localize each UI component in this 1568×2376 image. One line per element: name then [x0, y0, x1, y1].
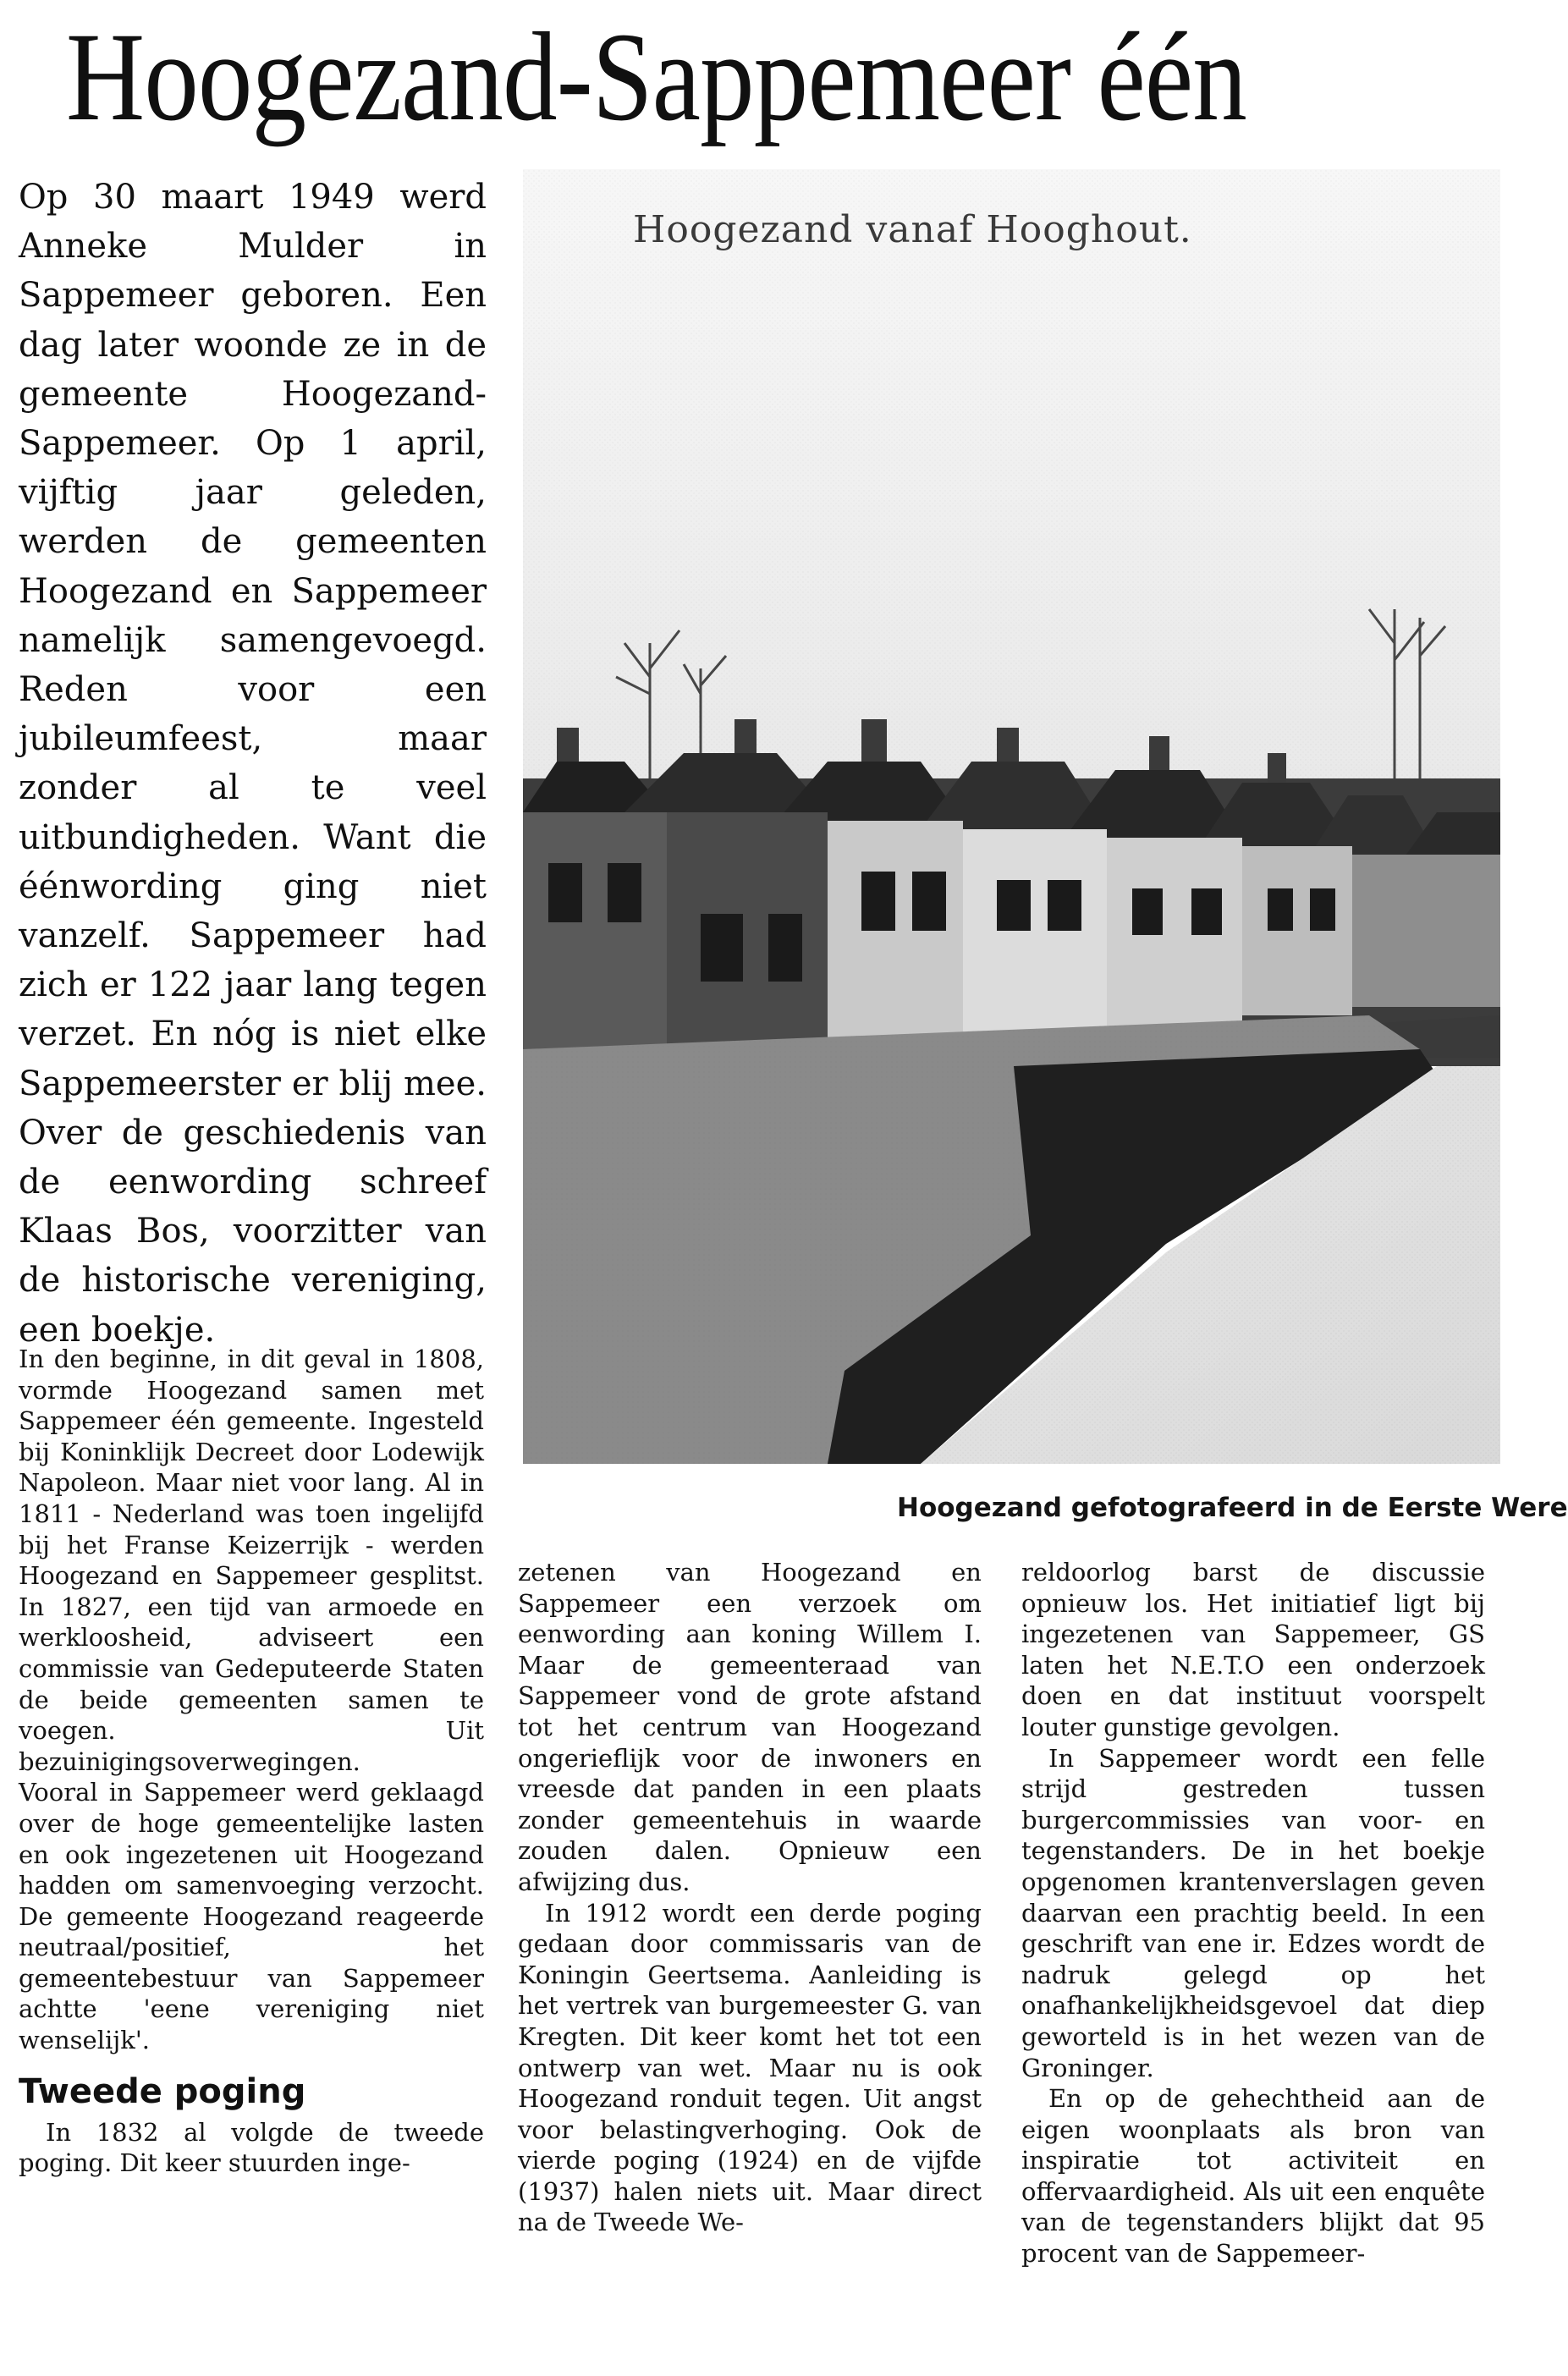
article-column-3: [1021, 1557, 1485, 2269]
column2-paragraph-1: zetenen van Hoogezand en Sappemeer een verzoek om eenwording aan koning Willem I. Maar de gemeenteraad van Sappemeer vond de grote afstand tot het centrum van Hoogezand ongerieflijk voor de inwoners en vreesde dat panden in een plaats zonder gemeentehuis in waarde zouden dalen. Opnieuw een afwijzing dus.: [518, 1558, 982, 1896]
intro-paragraph: Op 30 maart 1949 werd Anneke Mulder in Sappemeer geboren. Een dag later woonde ze in de gemeente Hoogezand-Sappemeer. Op 1 april, vijftig jaar geleden, werden de gemeenten Hoogezand en Sappemeer namelijk samengevoegd. Reden voor een jubileumfeest, maar zonder al te veel uitbundigheden. Want die éénwording ging niet vanzelf. Sappemeer had zich er 122 jaar lang tegen verzet. En nóg is niet elke Sappemeerster er blij mee. Over de geschiedenis van de eenwording schreef Klaas Bos, voorzitter van de historische vereniging, een boekje.: [19, 178, 487, 1350]
column3-paragraph-1: reldoorlog barst de discussie opnieuw los. Het initiatief ligt bij ingezetenen van Sappemeer, GS laten het N.E.T.O een onderzoek doen en dat instituut voorspelt louter gunstige gevolgen.: [1021, 1558, 1485, 1741]
photo-caption: Hoogezand gefotografeerd in de Eerste Were: [897, 1493, 1568, 1523]
article-column-1: [19, 1344, 484, 2179]
headline: Hoogezand-Sappemeer één: [66, 7, 1246, 147]
column3-paragraph-3: En op de gehechtheid aan de eigen woonplaats als bron van inspiratie tot activiteit en offervaardigheid. Als uit een enquête van de tegenstanders blijkt dat 95 procent van de Sappemeer-: [1021, 2084, 1485, 2269]
column1-paragraph-2: Vooral in Sappemeer werd geklaagd over de hoge gemeentelijke lasten en ook ingezetenen uit Hoogezand hadden om samenvoeging verzocht. De gemeente Hoogezand reageerde neutraal/positief, het gemeentebestuur van Sappemeer achtte 'eene vereniging niet wenselijk'.: [19, 1778, 484, 2055]
column3-paragraph-2: In Sappemeer wordt een felle strijd gestreden tussen burgercommissies van voor- en tegenstanders. De in het boekje opgenomen krantenverslagen geven daarvan een prachtig beeld. In een geschrift van ene ir. Edzes wordt de nadruk gelegd op het onafhankelijkheidsgevoel dat diep geworteld is in het wezen van de Groninger.: [1021, 1743, 1485, 2082]
column1-paragraph-1: In den beginne, in dit geval in 1808, vormde Hoogezand samen met Sappemeer één gemeente. Ingesteld bij Koninklijk Decreet door Lodewijk Napoleon. Maar niet voor lang. Al in 1811 - Nederland was toen ingelijfd bij het Franse Keizerrijk - werden Hoogezand en Sappemeer gesplitst. In 1827, een tijd van armoede en werkloosheid, adviseert een commissie van Gedeputeerde Staten de beide gemeenten samen te voegen. Uit bezuinigingsoverwegingen.: [19, 1345, 484, 1776]
subheading-tweede-poging: Tweede poging: [19, 2071, 306, 2111]
article-column-2: [518, 1557, 982, 2238]
column2-paragraph-2: In 1912 wordt een derde poging gedaan door commissaris van de Koningin Geertsema. Aanleiding is het vertrek van burgemeester G. van Kregten. Dit keer komt het tot een ontwerp van wet. Maar nu is ook Hoogezand ronduit tegen. Uit angst voor belastingverhoging. Ook de vierde poging (1924) en de vijfde (1937) halen niets uit. Maar direct na de Tweede We-: [518, 1898, 982, 2237]
historic-photo: [523, 169, 1500, 1464]
column1-paragraph-3: In 1832 al volgde de tweede poging. Dit keer stuurden inge-: [19, 2117, 484, 2178]
photo-inset-caption: Hoogezand vanaf Hooghout.: [633, 208, 1192, 251]
